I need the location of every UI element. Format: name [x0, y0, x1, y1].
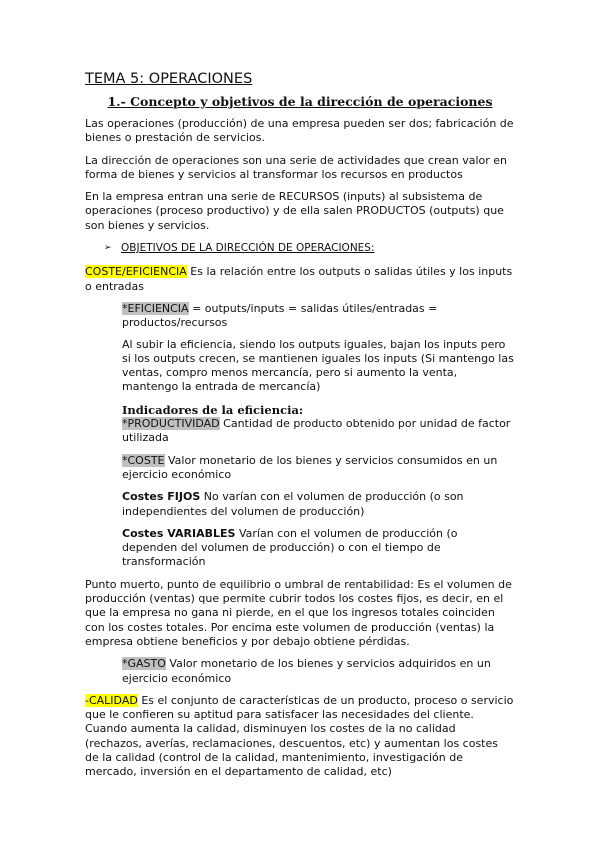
paragraph-direccion: La dirección de operaciones son una serie de actividades que crean valor en forma de bienes y servicios al transformar los recursos en productos [85, 153, 508, 181]
costes-variables-text: Varían con el volumen de producción (o dependen del volumen de producción) o con el tiempo de transformación [122, 526, 458, 569]
coste-paragraph [122, 454, 515, 483]
eficiencia-label: *EFICIENCIA [122, 301, 189, 315]
gasto-label: *GASTO [122, 657, 166, 671]
eficiencia-details [85, 338, 515, 570]
indicadores-heading: Indicadores de la eficiencia: [122, 402, 304, 417]
gasto-paragraph [122, 657, 515, 686]
document-body [85, 70, 515, 788]
coste-text: Valor monetario de los bienes y servicios consumidos en un ejercicio económico [122, 453, 498, 481]
objetivos-bullet [85, 241, 515, 255]
section-title: 1.- Concepto y objetivos de la dirección de operaciones [107, 94, 493, 109]
calidad-text: Es el conjunto de características de un producto, proceso o servicio que le confieren su aptitud para satisfacer las necesidades del cliente. Cuando aumenta la calidad, disminuyen los costes de la no calidad (rechazos, averías, reclamaciones, descuentos, etc) y aumentan los costes de la calidad (control de la calidad, mantenimiento, investigación de mercado, inversión en el departamento de calidad, etc) [85, 693, 514, 779]
paragraph-recursos: En la empresa entran una serie de RECURSOS (inputs) al subsistema de operaciones (proceso productivo) y de ella salen PRODUCTOS (outputs) que son bienes y servicios. [85, 190, 504, 232]
productividad-label: *PRODUCTIVIDAD [122, 417, 220, 431]
subir-eficiencia-paragraph: Al subir la eficiencia, siendo los outputs iguales, bajan los inputs pero si los outputs crecen, se mantienen iguales los inputs (Si mantengo las ventas, compro menos mercancía, pero si aumento la venta, mantengo la entrada de mercancía) [122, 337, 514, 394]
costes-fijos-label: Costes FIJOS [122, 490, 201, 504]
indicadores-block [122, 403, 515, 446]
punto-muerto-paragraph: Punto muerto, punto de equilibrio o umbral de rentabilidad: Es el volumen de producción (ventas) que permite cubrir todos los costes fijos, es decir, en el que la empresa no gana ni pierde, en el que los ingresos totales coinciden con los costes totales. Por encima este volumen de producción (ventas) la empresa obtiene beneficios y por debajo obtiene pérdidas. [85, 577, 512, 648]
eficiencia-text: = outputs/inputs = salidas útiles/entradas = productos/recursos [122, 301, 438, 330]
page-title: TEMA 5: OPERACIONES [85, 71, 253, 87]
calidad-label: -CALIDAD [85, 693, 138, 707]
costes-fijos-text: No varían con el volumen de producción (o son independientes del volumen de producción) [122, 490, 464, 518]
coste-label: *COSTE [122, 453, 165, 467]
costes-variables-paragraph [122, 527, 515, 570]
productividad-paragraph [122, 417, 515, 446]
coste-eficiencia-label: COSTE/EFICIENCIA [85, 265, 187, 279]
arrow-bullet-icon: ➢ [104, 243, 112, 254]
costes-fijos-paragraph [122, 490, 515, 519]
productividad-text: Cantidad de producto obtenido por unidad de factor utilizada [122, 417, 511, 445]
eficiencia-formula [85, 302, 515, 331]
calidad-paragraph [85, 694, 515, 780]
coste-eficiencia-text: Es la relación entre los outputs o salidas útiles y los inputs o entradas [85, 265, 513, 293]
objetivos-heading: OBJETIVOS DE LA DIRECCIÓN DE OPERACIONES: [121, 242, 375, 255]
coste-eficiencia-paragraph [85, 265, 515, 294]
gasto-block [85, 657, 515, 686]
paragraph-operaciones: Las operaciones (producción) de una empresa pueden ser dos; fabricación de bienes o prestación de servicios. [85, 117, 514, 145]
costes-variables-label: Costes VARIABLES [122, 526, 236, 540]
gasto-text: Valor monetario de los bienes y servicios adquiridos en un ejercicio económico [122, 657, 491, 685]
